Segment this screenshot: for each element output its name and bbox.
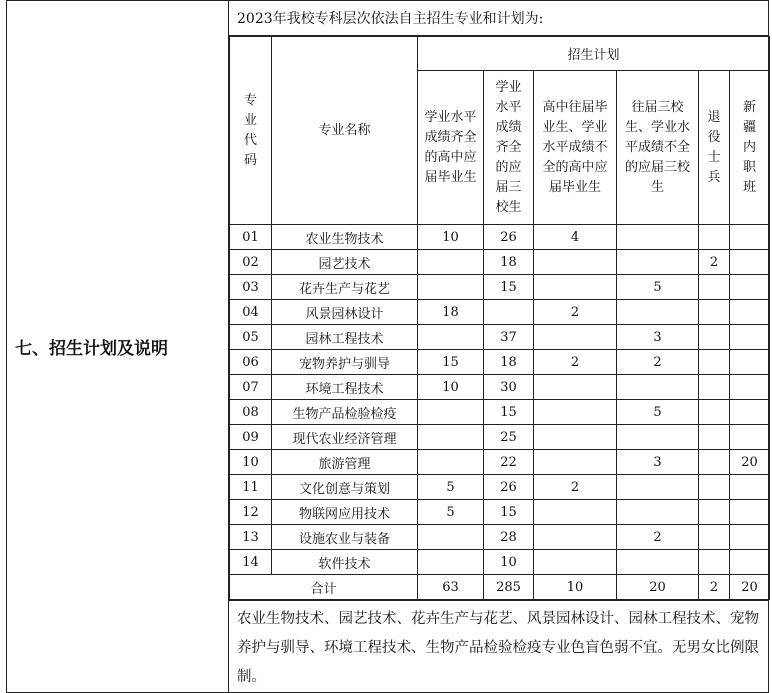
intro-text: 2023年我校专科层次依法自主招生专业和计划为:	[229, 1, 769, 36]
row-c4	[617, 500, 699, 525]
row-c5	[699, 500, 730, 525]
sub-header-1-text: 学业水平成绩齐全的高中应届毕业生	[424, 109, 477, 185]
row-c2: 18	[484, 350, 534, 375]
row-c2: 26	[484, 225, 534, 250]
table-row	[230, 550, 770, 575]
table-row	[230, 275, 770, 300]
total-c3: 10	[534, 575, 617, 600]
row-c6	[730, 400, 770, 425]
row-c1: 10	[418, 375, 484, 400]
sub-header-4-text: 往届三校生、学业水平成绩不全的应届三校生	[624, 99, 690, 195]
sub-header-4	[617, 71, 699, 225]
name-header: 专业名称	[272, 37, 418, 225]
total-c1: 63	[418, 575, 484, 600]
row-name: 物联网应用技术	[272, 500, 418, 525]
table-row	[230, 375, 770, 400]
row-c1	[418, 450, 484, 475]
row-c1: 18	[418, 300, 484, 325]
row-c5	[699, 400, 730, 425]
row-c3	[534, 550, 617, 575]
row-c4	[617, 225, 699, 250]
sub-header-3	[534, 71, 617, 225]
row-name: 农业生物技术	[272, 225, 418, 250]
table-row	[230, 475, 770, 500]
row-c5	[699, 225, 730, 250]
row-c3	[534, 275, 617, 300]
row-code: 02	[230, 250, 272, 275]
row-c4: 5	[617, 400, 699, 425]
plan-table-cell	[229, 36, 769, 601]
row-c6	[730, 275, 770, 300]
row-name: 文化创意与策划	[272, 475, 418, 500]
row-c2: 37	[484, 325, 534, 350]
row-name: 生物产品检验检疫	[272, 400, 418, 425]
row-c6	[730, 325, 770, 350]
total-label: 合计	[230, 575, 418, 600]
row-c1: 15	[418, 350, 484, 375]
row-c1: 5	[418, 500, 484, 525]
row-code: 05	[230, 325, 272, 350]
row-c2: 22	[484, 450, 534, 475]
row-c6	[730, 475, 770, 500]
row-code: 01	[230, 225, 272, 250]
row-code: 08	[230, 400, 272, 425]
row-c2: 18	[484, 250, 534, 275]
table-row	[230, 400, 770, 425]
row-c4	[617, 250, 699, 275]
row-c3	[534, 250, 617, 275]
total-c4: 20	[617, 575, 699, 600]
table-row	[230, 450, 770, 475]
row-c1: 10	[418, 225, 484, 250]
table-row	[230, 425, 770, 450]
total-row	[230, 575, 770, 600]
sub-header-1	[418, 71, 484, 225]
row-name: 旅游管理	[272, 450, 418, 475]
table-row	[230, 525, 770, 550]
row-c4: 3	[617, 450, 699, 475]
row-code: 09	[230, 425, 272, 450]
row-c1	[418, 325, 484, 350]
row-c5	[699, 300, 730, 325]
table-row	[230, 500, 770, 525]
row-c2: 26	[484, 475, 534, 500]
row-c5	[699, 275, 730, 300]
row-code: 04	[230, 300, 272, 325]
row-c1	[418, 400, 484, 425]
sub-header-6	[730, 71, 770, 225]
row-code: 11	[230, 475, 272, 500]
row-c3: 2	[534, 300, 617, 325]
row-c4	[617, 475, 699, 500]
row-c3	[534, 425, 617, 450]
row-c6	[730, 375, 770, 400]
sub-header-5	[699, 71, 730, 225]
row-name: 园艺技术	[272, 250, 418, 275]
row-c5	[699, 425, 730, 450]
row-c1	[418, 275, 484, 300]
row-c1	[418, 525, 484, 550]
code-header-text: 专业代码	[243, 92, 257, 168]
row-c6: 20	[730, 450, 770, 475]
total-c6: 20	[730, 575, 770, 600]
row-c4	[617, 300, 699, 325]
row-c3	[534, 525, 617, 550]
row-code: 14	[230, 550, 272, 575]
row-name: 园林工程技术	[272, 325, 418, 350]
row-c6	[730, 225, 770, 250]
row-c5	[699, 325, 730, 350]
table-row	[230, 300, 770, 325]
plan-header: 招生计划	[418, 37, 770, 71]
row-c4: 5	[617, 275, 699, 300]
row-code: 06	[230, 350, 272, 375]
row-name: 宠物养护与驯导	[272, 350, 418, 375]
row-c6	[730, 550, 770, 575]
row-code: 12	[230, 500, 272, 525]
row-name: 风景园林设计	[272, 300, 418, 325]
row-code: 10	[230, 450, 272, 475]
row-c1	[418, 250, 484, 275]
sub-header-6-text: 新疆内职班	[743, 99, 757, 195]
table-row	[230, 350, 770, 375]
row-c2: 25	[484, 425, 534, 450]
row-c5	[699, 375, 730, 400]
row-c2: 15	[484, 400, 534, 425]
row-c4	[617, 550, 699, 575]
row-c1	[418, 550, 484, 575]
row-c3	[534, 450, 617, 475]
row-c2: 15	[484, 275, 534, 300]
row-c6	[730, 425, 770, 450]
admission-plan-section	[6, 0, 769, 693]
total-c2: 285	[484, 575, 534, 600]
row-c4: 2	[617, 525, 699, 550]
row-c2: 10	[484, 550, 534, 575]
row-c5	[699, 550, 730, 575]
row-c3	[534, 400, 617, 425]
table-row	[230, 225, 770, 250]
row-c5	[699, 525, 730, 550]
row-c1: 5	[418, 475, 484, 500]
total-c5: 2	[699, 575, 730, 600]
row-c3: 2	[534, 475, 617, 500]
table-row	[230, 325, 770, 350]
row-c5	[699, 475, 730, 500]
sub-header-3-text: 高中往届毕业生、学业水平成绩不全的高中应届毕业生	[542, 99, 608, 195]
row-c6	[730, 500, 770, 525]
row-c3	[534, 325, 617, 350]
row-name: 软件技术	[272, 550, 418, 575]
table-row	[230, 250, 770, 275]
row-c2: 30	[484, 375, 534, 400]
row-c6	[730, 300, 770, 325]
row-code: 07	[230, 375, 272, 400]
row-c2: 15	[484, 500, 534, 525]
row-c4: 3	[617, 325, 699, 350]
row-c3: 2	[534, 350, 617, 375]
row-c1	[418, 425, 484, 450]
row-code: 13	[230, 525, 272, 550]
row-c6	[730, 250, 770, 275]
row-c3	[534, 375, 617, 400]
sub-header-2-text: 学业水平成绩齐全的应届三校生	[495, 79, 522, 215]
row-c3	[534, 500, 617, 525]
enrollment-plan-table	[229, 36, 770, 600]
sub-header-2	[484, 71, 534, 225]
row-name: 现代农业经济管理	[272, 425, 418, 450]
row-name: 花卉生产与花艺	[272, 275, 418, 300]
row-c2: 28	[484, 525, 534, 550]
row-c4: 2	[617, 350, 699, 375]
row-c5	[699, 450, 730, 475]
code-header	[230, 37, 272, 225]
row-name: 设施农业与装备	[272, 525, 418, 550]
row-c4	[617, 425, 699, 450]
row-c4	[617, 375, 699, 400]
row-c6	[730, 525, 770, 550]
row-name: 环境工程技术	[272, 375, 418, 400]
restriction-note: 农业生物技术、园艺技术、花卉生产与花艺、风景园林设计、园林工程技术、宠物养护与驯导、环境工程技术、生物产品检验检疫专业色盲色弱不宜。无男女比例限制。	[229, 601, 769, 693]
row-c2	[484, 300, 534, 325]
row-c6	[730, 350, 770, 375]
section-title: 七、招生计划及说明	[7, 1, 229, 693]
row-code: 03	[230, 275, 272, 300]
row-c5: 2	[699, 250, 730, 275]
sub-header-5-text: 退役士兵	[707, 109, 721, 185]
row-c5	[699, 350, 730, 375]
row-c3: 4	[534, 225, 617, 250]
